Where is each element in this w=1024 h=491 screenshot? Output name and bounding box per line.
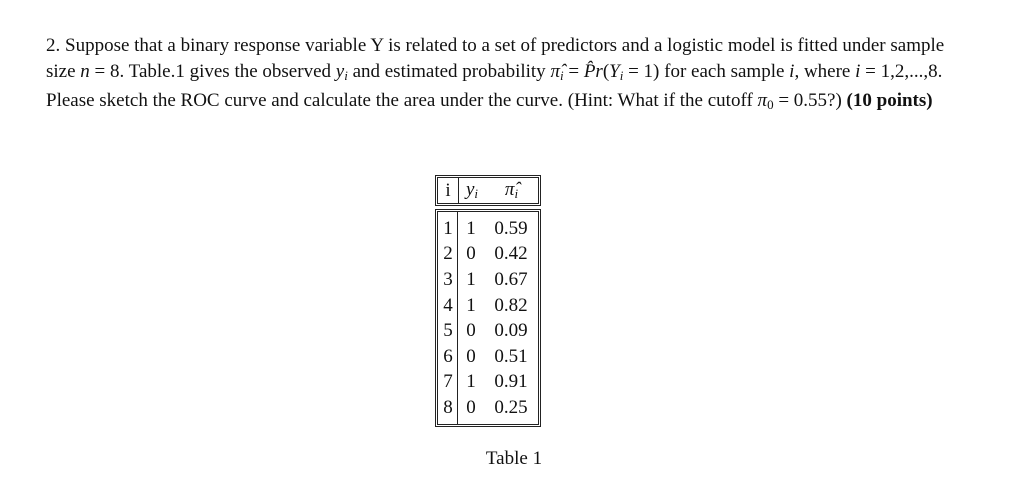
header-pihat-subscript: i bbox=[514, 186, 519, 201]
n-symbol: n bbox=[80, 60, 90, 82]
cell-y: 0 bbox=[466, 243, 476, 265]
cell-y: 1 bbox=[466, 294, 476, 316]
table-row bbox=[438, 318, 538, 344]
cell-y: 0 bbox=[466, 320, 476, 342]
Y-symbol: Y bbox=[609, 60, 620, 82]
problem-text-i: = 0.55?) bbox=[773, 90, 847, 111]
problem-text-a: Suppose that a binary response variable Y is related to a set of predictors and a logistic model is fitted under sample size bbox=[46, 35, 945, 82]
problem-text-g: , where bbox=[794, 60, 856, 82]
pi-subscript: 0 bbox=[767, 97, 774, 112]
cell-i: 2 bbox=[443, 243, 453, 265]
y-symbol: y bbox=[335, 60, 345, 82]
cell-y: 0 bbox=[466, 396, 476, 418]
cell-pihat: 0.82 bbox=[494, 294, 528, 316]
problem-text-f: = 1) for each sample bbox=[623, 60, 790, 82]
cell-i: 5 bbox=[443, 320, 453, 342]
header-pihat-symbol: π̂ bbox=[504, 179, 515, 200]
problem-text-h: = 1,2,...,8. Please sketch the ROC curve and calculate the area under the curve. (Hint: What if the cutoff bbox=[46, 60, 943, 111]
header-y bbox=[459, 179, 485, 202]
table-row bbox=[438, 370, 538, 396]
table-row bbox=[438, 395, 538, 421]
problem-number: 2. bbox=[46, 35, 61, 56]
table-row bbox=[438, 242, 538, 268]
problem-text-e: ( bbox=[602, 60, 610, 82]
cell-i: 7 bbox=[443, 371, 453, 393]
data-table bbox=[435, 175, 541, 427]
cell-pihat: 0.67 bbox=[494, 268, 528, 290]
points-label: (10 points) bbox=[846, 90, 933, 111]
table-row bbox=[438, 267, 538, 293]
problem-text-c: and estimated probability bbox=[347, 60, 551, 82]
table-body bbox=[435, 209, 541, 427]
cell-y: 1 bbox=[466, 217, 476, 239]
header-y-subscript: i bbox=[474, 186, 479, 201]
i-symbol: i bbox=[789, 60, 795, 82]
table-rows bbox=[438, 216, 538, 421]
Y-subscript: i bbox=[619, 67, 624, 83]
problem-statement bbox=[46, 33, 946, 118]
pihat-subscript: i bbox=[559, 67, 564, 83]
pi-symbol: π bbox=[757, 90, 768, 111]
problem-text-d: = bbox=[563, 60, 584, 82]
prhat-symbol: P̂r bbox=[583, 60, 603, 82]
problem-text-b: = 8. Table.1 gives the observed bbox=[89, 60, 336, 82]
table-row bbox=[438, 216, 538, 242]
cell-pihat: 0.91 bbox=[494, 371, 528, 393]
y-subscript: i bbox=[344, 67, 348, 83]
table-row bbox=[438, 344, 538, 370]
cell-pihat: 0.51 bbox=[494, 345, 528, 367]
i-symbol-2: i bbox=[855, 60, 861, 82]
header-y-symbol: y bbox=[465, 179, 475, 200]
table-row bbox=[438, 293, 538, 319]
cell-pihat: 0.59 bbox=[494, 217, 528, 239]
header-i: i bbox=[438, 178, 459, 203]
pihat-symbol: π̂ bbox=[550, 60, 560, 82]
cell-i: 3 bbox=[443, 268, 453, 290]
header-pihat bbox=[485, 179, 538, 202]
cell-i: 8 bbox=[443, 396, 453, 418]
cell-i: 1 bbox=[443, 217, 453, 239]
cell-pihat: 0.42 bbox=[494, 243, 528, 265]
table-caption: Table 1 bbox=[485, 448, 543, 469]
table-header-row bbox=[435, 175, 541, 206]
cell-y: 1 bbox=[466, 268, 476, 290]
cell-i: 6 bbox=[443, 345, 453, 367]
cell-y: 0 bbox=[466, 345, 476, 367]
cell-pihat: 0.25 bbox=[494, 396, 528, 418]
cell-pihat: 0.09 bbox=[494, 320, 528, 342]
cell-y: 1 bbox=[466, 371, 476, 393]
cell-i: 4 bbox=[443, 294, 453, 316]
